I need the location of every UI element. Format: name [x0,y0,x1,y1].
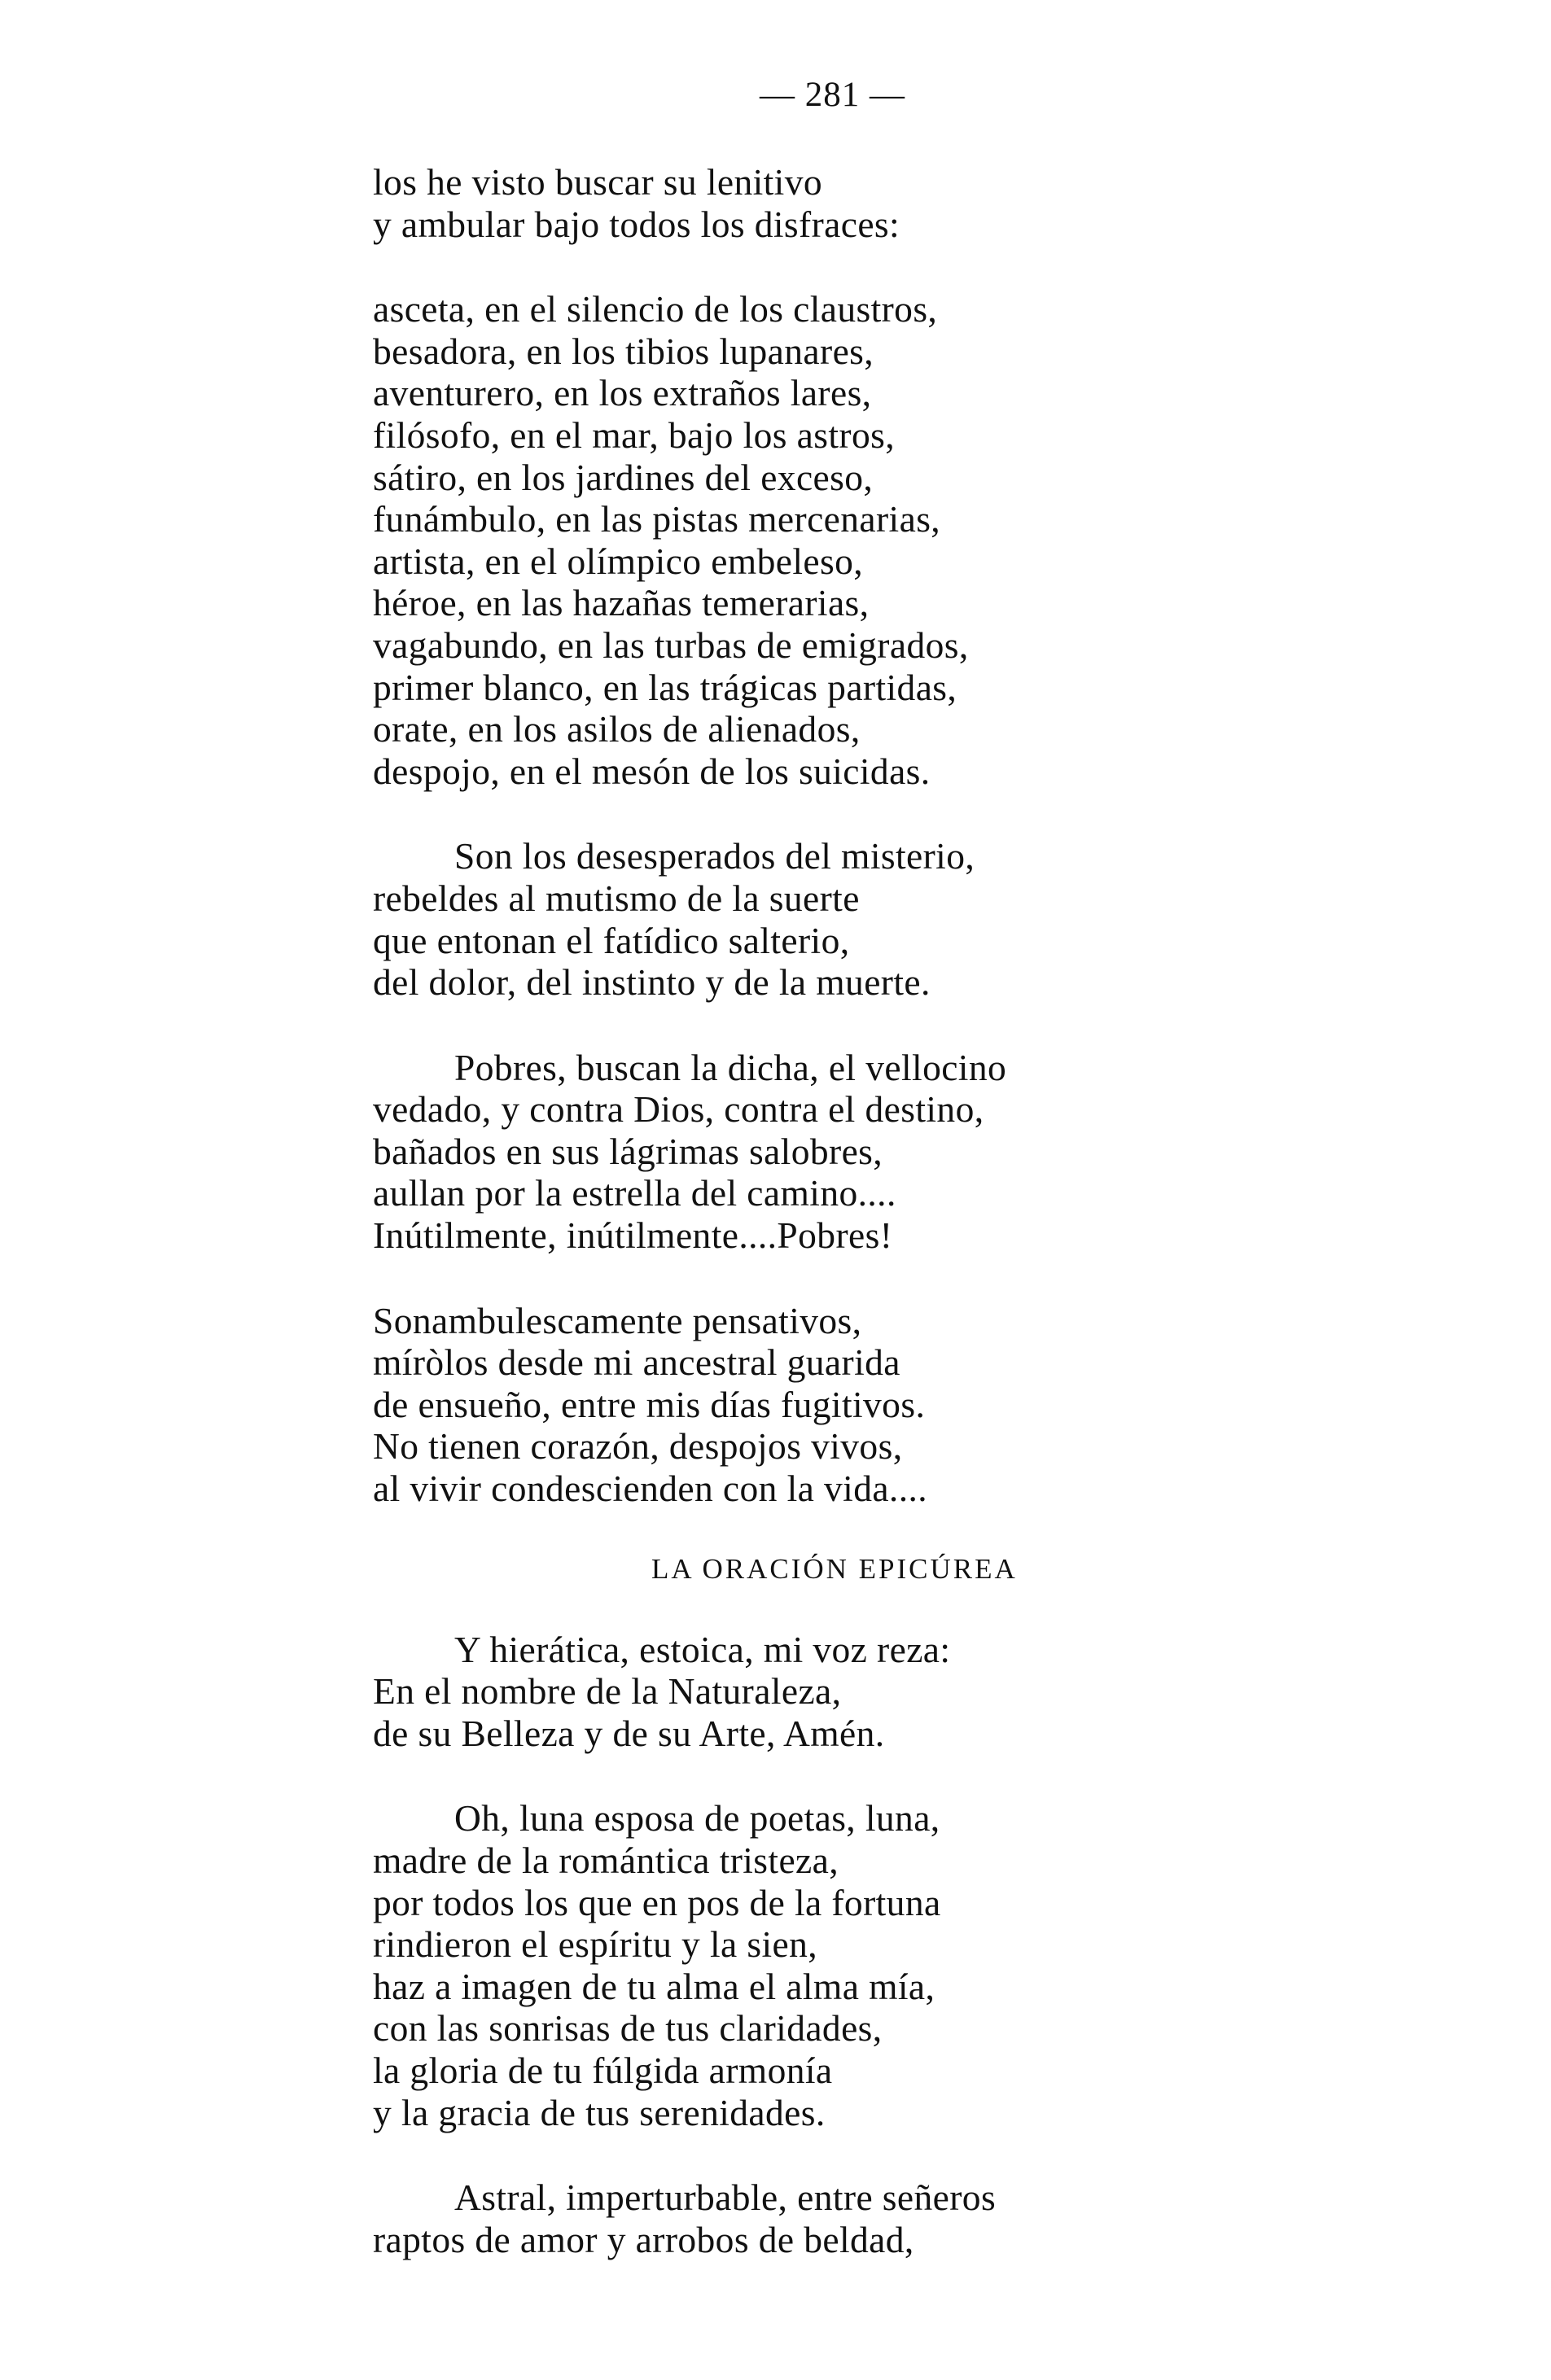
poem-line: con las sonrisas de tus claridades, [373,2007,883,2050]
poem-line: héroe, en las hazañas temerarias, [373,582,870,624]
stanza [373,1797,1529,2133]
poem-line: artista, en el olímpico embeleso, [373,540,863,582]
poem-body [373,161,1529,2303]
poem-line: vedado, y contra Dios, contra el destino, [373,1088,984,1131]
poem-line: asceta, en el silencio de los claustros, [373,288,938,330]
poem-line: del dolor, del instinto y de la muerte. [373,961,931,1004]
poem-line: al vivir condescienden con la vida.... [373,1468,928,1510]
poem-line: despojo, en el mesón de los suicidas. [373,750,931,792]
stanza [373,2177,1529,2260]
poem-line: Y hierática, estoica, mi voz reza: [454,1628,951,1670]
poem-line: sátiro, en los jardines del exceso, [373,456,874,498]
poem-line: de ensueño, entre mis días fugitivos. [373,1383,926,1425]
poem-line: aullan por la estrella del camino.... [373,1172,896,1214]
poem-line: Astral, imperturbable, entre señeros [454,2177,997,2219]
poem-line: los he visto buscar su lenitivo [373,161,823,203]
stanza [373,1629,1529,1755]
poem-line: de su Belleza y de su Arte, Amén. [373,1712,885,1754]
stanza [373,835,1529,1003]
poem-line: vagabundo, en las turbas de emigrados, [373,623,969,666]
poem-line: primer blanco, en las trágicas partidas, [373,666,957,708]
poem-line: y la gracia de tus serenidades. [373,2091,826,2133]
stanza [373,288,1529,792]
stanza [373,161,1529,245]
poem-line: En el nombre de la Naturaleza, [373,1670,842,1713]
poem-line: No tienen corazón, despojos vivos, [373,1425,903,1468]
poem-line: míròlos desde mi ancestral guarida [373,1341,900,1384]
poem-line: raptos de amor y arrobos de beldad, [373,2218,914,2260]
poem-line: rebeldes al mutismo de la suerte [373,877,860,919]
poem-line: la gloria de tu fúlgida armonía [373,2049,833,2091]
poem-line: por todos los que en pos de la fortuna [373,1881,941,1923]
poem-line: besadora, en los tibios lupanares, [373,330,874,372]
poem-line: rindieron el espíritu y la sien, [373,1923,818,1966]
section-heading: LA ORACIÓN EPICÚREA [651,1552,1018,1585]
poem-line: y ambular bajo todos los disfraces: [373,203,900,245]
poem-line: madre de la romántica tristeza, [373,1840,839,1881]
poem-line: que entonan el fatídico salterio, [373,919,850,961]
poem-line: Pobres, buscan la dicha, el vellocino [454,1046,1007,1088]
poem-line: Son los desesperados del misterio, [454,835,975,877]
page-number: — 281 — [760,76,905,114]
poem-line: orate, en los asilos de alienados, [373,708,861,750]
poem-line: funámbulo, en las pistas mercenarias, [373,498,941,540]
poem-line: filósofo, en el mar, bajo los astros, [373,413,896,456]
poem-line: aventurero, en los extraños lares, [373,372,872,414]
poem-line: haz a imagen de tu alma el alma mía, [373,1965,935,2007]
poem-line: bañados en sus lágrimas salobres, [373,1130,883,1172]
stanza [373,1300,1529,1510]
poem-line: Sonambulescamente pensativos, [373,1299,862,1341]
stanzas-before-heading [373,161,1529,1510]
stanza [373,1047,1529,1257]
poem-line: Oh, luna esposa de poetas, luna, [454,1797,940,1840]
poem-line: Inútilmente, inútilmente....Pobres! [373,1214,893,1257]
stanzas-after-heading [373,1629,1529,2261]
